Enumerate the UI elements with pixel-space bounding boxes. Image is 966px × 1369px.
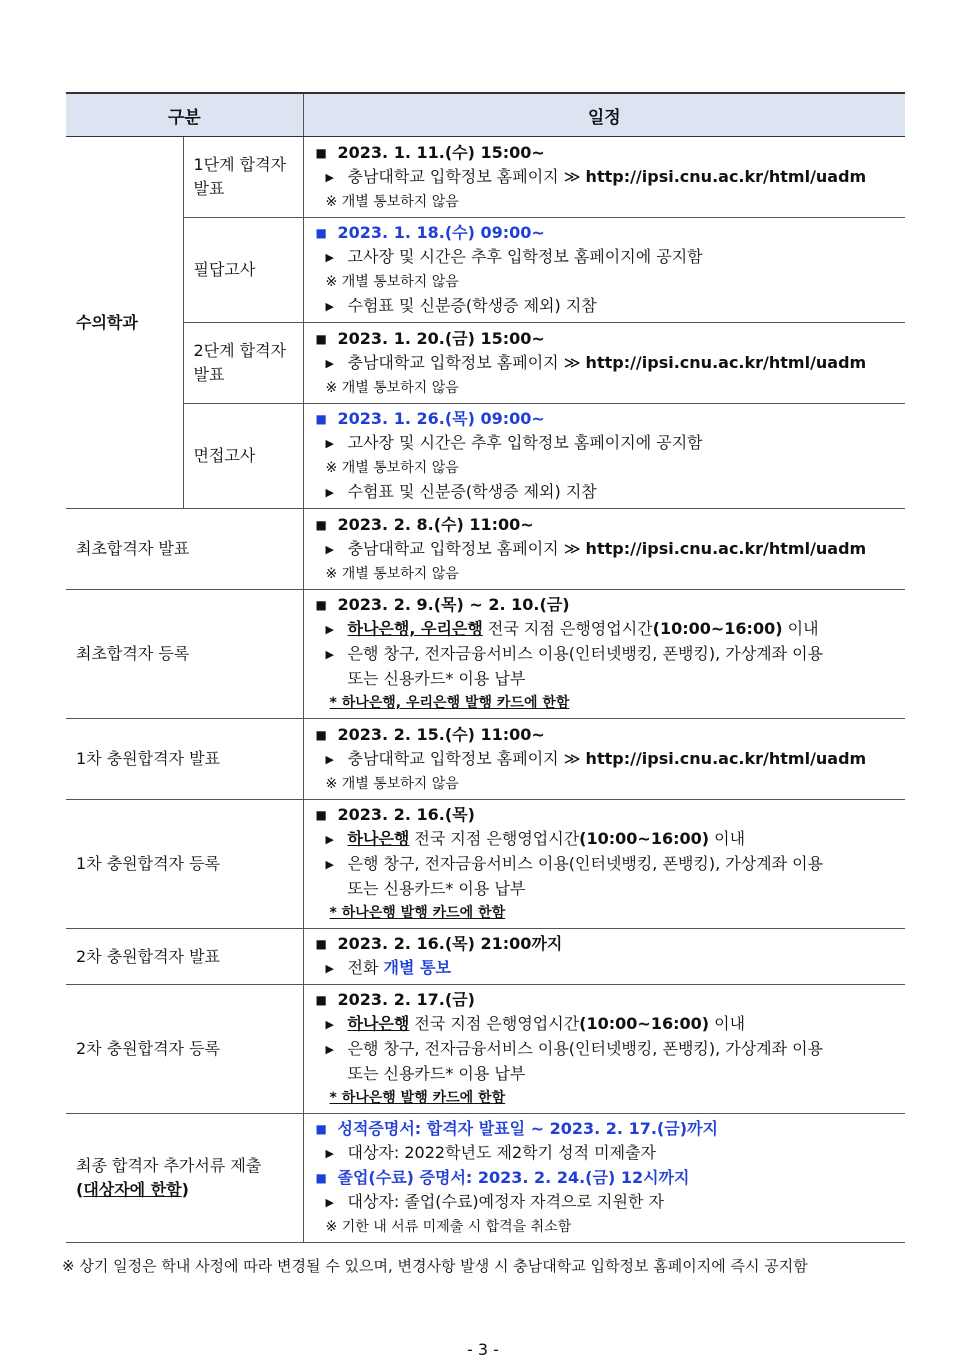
schedule-date: 2023. 1. 20.(금) 15:00~ xyxy=(337,328,545,348)
table-row xyxy=(66,800,905,929)
row-label: 최초합격자 등록 xyxy=(66,590,303,719)
schedule-cell: ■ 2023. 2. 16.(목) ▶ 하나은행 전국 지점 은행영업시간(10:00~16:00) 이내 ▶ 은행 창구, 전자금융서비스 이용(인터넷뱅킹, 폰뱅킹), 가상계좌 이용 또는 신용카드* 이용 납부 * 하나은행 발행 카드에 한함 xyxy=(303,800,905,929)
notice-note: ※ 개별 통보하지 않음 xyxy=(325,460,459,476)
vet-group-label: 수의학과 xyxy=(66,137,183,509)
schedule-cell: ■ 2023. 1. 26.(목) 09:00~ ▶ 고사장 및 시간은 추후 입학정보 홈페이지에 공지함 ※ 개별 통보하지 않음 ▶ 수험표 및 신분증(학생증 제외) 지참 xyxy=(303,404,905,509)
notice-note: ※ 개별 통보하지 않음 xyxy=(325,193,459,210)
notice-note: ※ 개별 통보하지 않음 xyxy=(325,565,459,582)
page-number: - 3 - xyxy=(467,1340,499,1359)
schedule-date: 2023. 2. 16.(목) 21:00까지 xyxy=(337,934,563,953)
schedule-cell: ■ 2023. 2. 9.(목) ~ 2. 10.(금) ▶ 하나은행, 우리은행 전국 지점 은행영업시간(10:00~16:00) 이내 ▶ 은행 창구, 전자금융서비스 이용(인터넷뱅킹, 폰뱅킹), 가상계좌 이용 또는 신용카드* 이용 납부 * 하나은행, 우리은행 발행 카드에 한함 xyxy=(303,590,905,719)
table-row xyxy=(66,323,905,404)
ipsi-link[interactable]: http://ipsi.cnu.ac.kr/html/uadm xyxy=(585,748,867,768)
footnote: ※ 상기 일정은 학내 사정에 따라 변경될 수 있으며, 변경사항 발생 시 충남대학교 입학정보 홈페이지에 즉시 공지함 xyxy=(62,1257,808,1275)
table-row xyxy=(66,985,905,1114)
card-note: * 하나은행 발행 카드에 한함 xyxy=(329,1090,506,1106)
table-row xyxy=(66,404,905,509)
row-label: 1차 충원합격자 발표 xyxy=(66,719,303,800)
schedule-date: 2023. 2. 16.(목) xyxy=(337,805,475,824)
table-row xyxy=(66,719,905,800)
row-label: 면접고사 xyxy=(183,404,303,509)
schedule-date: 졸업(수료) 증명서: 2023. 2. 24.(금) 12시까지 xyxy=(337,1168,690,1187)
schedule-cell: ■ 2023. 2. 16.(목) 21:00까지 ▶ 전화 개별 통보 xyxy=(303,929,905,985)
schedule-date: 2023. 2. 8.(수) 11:00~ xyxy=(337,514,534,534)
notice-note: ※ 개별 통보하지 않음 xyxy=(325,274,459,290)
schedule-cell: ■ 2023. 1. 11.(수) 15:00~ ▶ 충남대학교 입학정보 홈페이지 ≫ http://ipsi.cnu.ac.kr/html/uadm ※ 개별 통보하지 않음 xyxy=(303,137,905,218)
schedule-date: 2023. 1. 26.(목) 09:00~ xyxy=(337,409,545,428)
table-row xyxy=(66,509,905,590)
schedule-date: 2023. 1. 11.(수) 15:00~ xyxy=(337,142,545,162)
table-header-row xyxy=(66,93,905,137)
header-category: 구분 xyxy=(66,93,303,137)
schedule-table xyxy=(66,92,905,1243)
schedule-date: 2023. 1. 18.(수) 09:00~ xyxy=(337,223,545,242)
bank-name: 하나은행, 우리은행 xyxy=(347,619,483,638)
bank-name: 하나은행 xyxy=(347,829,410,848)
ipsi-link[interactable]: http://ipsi.cnu.ac.kr/html/uadm xyxy=(585,166,867,186)
schedule-cell: ■ 2023. 1. 20.(금) 15:00~ ▶ 충남대학교 입학정보 홈페이지 ≫ http://ipsi.cnu.ac.kr/html/uadm ※ 개별 통보하지 않음 xyxy=(303,323,905,404)
schedule-cell: ■ 2023. 2. 17.(금) ▶ 하나은행 전국 지점 은행영업시간(10:00~16:00) 이내 ▶ 은행 창구, 전자금융서비스 이용(인터넷뱅킹, 폰뱅킹), 가상계좌 이용 또는 신용카드* 이용 납부 * 하나은행 발행 카드에 한함 xyxy=(303,985,905,1114)
table-row xyxy=(66,590,905,719)
table-row xyxy=(66,137,905,218)
schedule-date: 2023. 2. 17.(금) xyxy=(337,990,475,1009)
notice-note: ※ 기한 내 서류 미제출 시 합격을 취소함 xyxy=(325,1219,572,1235)
schedule-date: 성적증명서: 합격자 발표일 ~ 2023. 2. 17.(금)까지 xyxy=(337,1119,718,1138)
row-label: 필답고사 xyxy=(183,218,303,323)
schedule-cell: ■ 2023. 2. 8.(수) 11:00~ ▶ 충남대학교 입학정보 홈페이지 ≫ http://ipsi.cnu.ac.kr/html/uadm ※ 개별 통보하지 않음 xyxy=(303,509,905,590)
ipsi-link[interactable]: http://ipsi.cnu.ac.kr/html/uadm xyxy=(585,352,867,372)
card-note: * 하나은행 발행 카드에 한함 xyxy=(329,905,506,921)
row-label: 2차 충원합격자 발표 xyxy=(66,929,303,985)
schedule-date: 2023. 2. 9.(목) ~ 2. 10.(금) xyxy=(337,595,570,614)
header-schedule: 일정 xyxy=(303,93,905,137)
bank-name: 하나은행 xyxy=(347,1014,410,1033)
notice-note: ※ 개별 통보하지 않음 xyxy=(325,379,459,396)
ipsi-link[interactable]: http://ipsi.cnu.ac.kr/html/uadm xyxy=(585,538,867,558)
schedule-date: 2023. 2. 15.(수) 11:00~ xyxy=(337,724,545,744)
notice-note: ※ 개별 통보하지 않음 xyxy=(325,775,459,792)
row-label: 최초합격자 발표 xyxy=(66,509,303,590)
schedule-cell: ■ 2023. 2. 15.(수) 11:00~ ▶ 충남대학교 입학정보 홈페이지 ≫ http://ipsi.cnu.ac.kr/html/uadm ※ 개별 통보하지 않음 xyxy=(303,719,905,800)
table-row xyxy=(66,218,905,323)
card-note: * 하나은행, 우리은행 발행 카드에 한함 xyxy=(329,695,570,711)
row-label: 1단계 합격자 발표 xyxy=(183,137,303,218)
individual-notice: 개별 통보 xyxy=(383,958,451,977)
schedule-cell: ■ 2023. 1. 18.(수) 09:00~ ▶ 고사장 및 시간은 추후 입학정보 홈페이지에 공지함 ※ 개별 통보하지 않음 ▶ 수험표 및 신분증(학생증 제외) 지참 xyxy=(303,218,905,323)
table-row xyxy=(66,1114,905,1243)
table-row xyxy=(66,929,905,985)
schedule-cell: ■ 성적증명서: 합격자 발표일 ~ 2023. 2. 17.(금)까지 ▶ 대상자: 2022학년도 제2학기 성적 미제출자 ■ 졸업(수료) 증명서: 2023. 2. 24.(금) 12시까지 ▶ 대상자: 졸업(수료)예정자 자격으로 지원한 자 ※ 기한 내 서류 미제출 시 합격을 취소함 xyxy=(303,1114,905,1243)
row-label: 2단계 합격자 발표 xyxy=(183,323,303,404)
row-label: 2차 충원합격자 등록 xyxy=(66,985,303,1114)
row-label: 최종 합격자 추가서류 제출 (대상자에 한함) xyxy=(66,1114,303,1243)
row-label: 1차 충원합격자 등록 xyxy=(66,800,303,929)
